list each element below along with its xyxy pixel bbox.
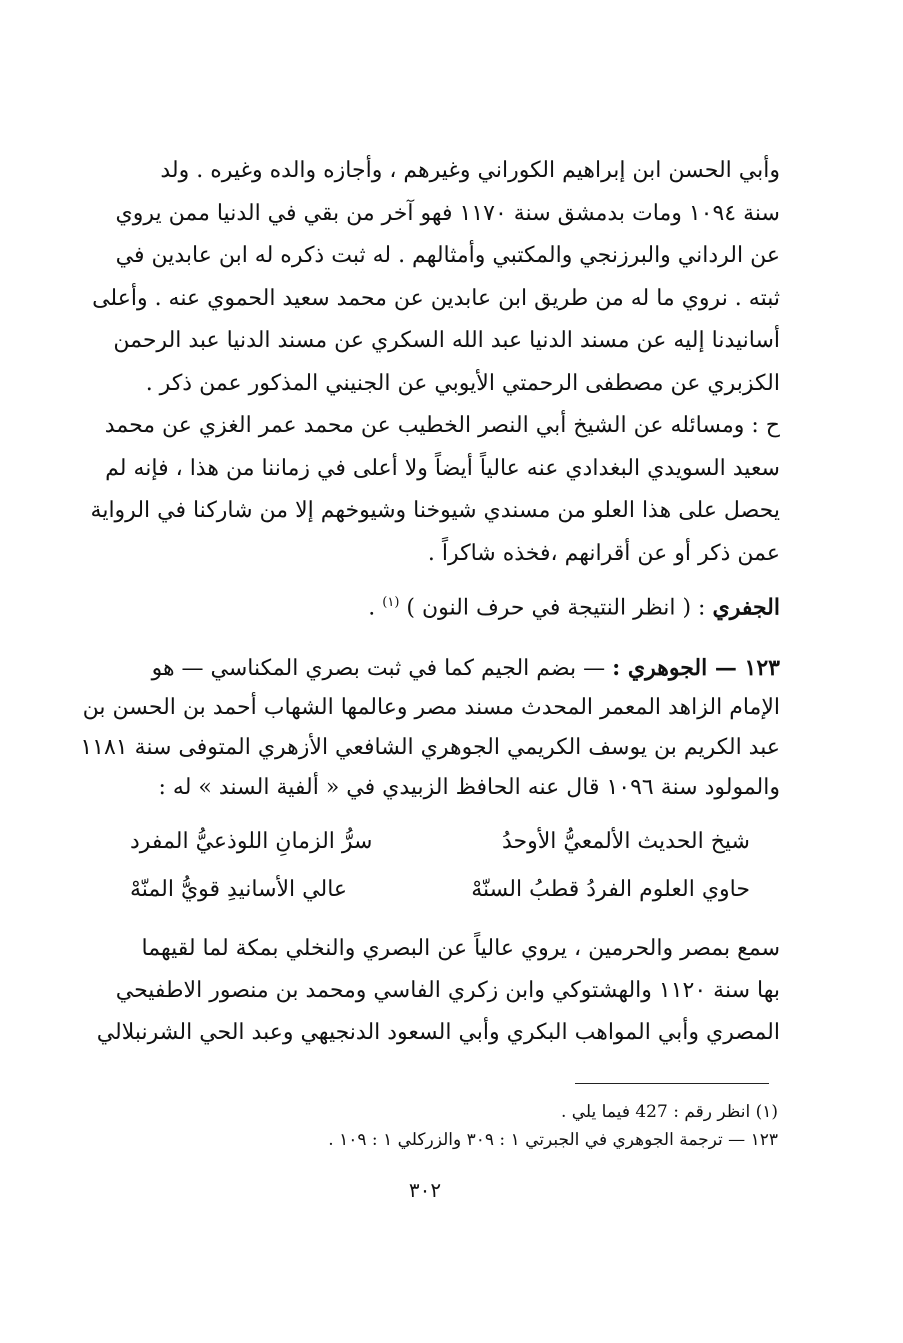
poem-hemistich-left: سرُّ الزمانِ اللوذعيُّ المفرد bbox=[130, 829, 373, 854]
text-line: والمولود سنة ١٠٩٦ قال عنه الحافظ الزبيدي في « ألفية السند » له : bbox=[158, 775, 780, 800]
page-number: ٣٠٢ bbox=[408, 1178, 442, 1202]
poem-verse bbox=[130, 818, 750, 866]
entry-jafri-text: : ( انظر النتيجة في حرف النون ) bbox=[406, 595, 706, 621]
paragraph-1 bbox=[90, 150, 780, 575]
text-line: عمن ذكر أو عن أقرانهم ،فخذه شاكراً . bbox=[427, 540, 780, 566]
text-line: سمع بمصر والحرمين ، يروي عالياً عن البصري والنخلي بمكة لما لقيهما bbox=[141, 936, 780, 961]
text-line: يحصل على هذا العلو من مسندي شيوخنا وشيوخهم إلا من شاركنا في الرواية bbox=[90, 498, 780, 523]
entry-123-first-line bbox=[100, 648, 780, 688]
text-line: بها سنة ١١٢٠ والهشتوكي وابن زكري الفاسي ومحمد بن منصور الاطفيحي bbox=[115, 978, 780, 1003]
text-line: عن الرداني والبرزنجي والمكتبي وأمثالهم . له ثبت ذكره له ابن عابدين في bbox=[115, 243, 780, 268]
text-line: سنة ١٠٩٤ ومات بدمشق سنة ١١٧٠ فهو آخر من بقي في الدنيا ممن يروي bbox=[115, 200, 780, 226]
text-line: المصري وأبي المواهب البكري وأبي السعود الدنجيهي وعبد الحي الشرنبلالي bbox=[96, 1020, 780, 1045]
footnote-ref: (١) bbox=[382, 595, 400, 610]
text-line: وأبي الحسن ابن إبراهيم الكوراني وغيرهم ، وأجازه والده وغيره . ولد bbox=[160, 158, 780, 183]
footnote: (١) انظر رقم : 427 فيما يلي . bbox=[560, 1102, 778, 1122]
text-line: الكزبري عن مصطفى الرحمتي الأيوبي عن الجنيني المذكور عمن ذكر . bbox=[145, 370, 780, 396]
text-line: أسانيدنا إليه عن مسند الدنيا عبد الله السكري عن مسند الدنيا عبد الرحمن bbox=[113, 328, 780, 353]
paragraph-4 bbox=[96, 928, 780, 1054]
poem-hemistich-left: عالي الأسانيدِ قويُّ المنّهْ bbox=[130, 877, 348, 902]
poem bbox=[130, 818, 750, 914]
entry-jafri-end: . bbox=[368, 595, 376, 621]
entry-123 bbox=[80, 648, 780, 808]
footnote: ١٢٣ — ترجمة الجوهري في الجبرتي ١ : ٣٠٩ والزركلي ١ : ١٠٩ . bbox=[328, 1130, 778, 1150]
poem-hemistich-right: شيخ الحديث الألمعيُّ الأوحدُ bbox=[501, 829, 750, 854]
footnote-divider bbox=[575, 1083, 769, 1084]
entry-jafri-line bbox=[100, 583, 780, 623]
text-line: — بضم الجيم كما في ثبت بصري المكناسي — هو bbox=[151, 656, 606, 681]
text-line: ح : ومسائله عن الشيخ أبي النصر الخطيب عن محمد عمر الغزي عن محمد bbox=[104, 413, 780, 438]
text-line: ثبته . نروي ما له من طريق ابن عابدين عن محمد سعيد الحموي عنه . وأعلى bbox=[92, 285, 780, 311]
footnotes bbox=[130, 1098, 778, 1154]
poem-verse bbox=[130, 866, 750, 914]
entry-jafri bbox=[100, 583, 780, 623]
text-line: عبد الكريم بن يوسف الكريمي الجوهري الشافعي الأزهري المتوفى سنة ١١٨١ bbox=[80, 735, 780, 760]
entry-jafri-heading: الجفري bbox=[712, 594, 780, 621]
entry-123-heading: ١٢٣ — الجوهري : bbox=[612, 655, 780, 681]
text-line: الإمام الزاهد المعمر المحدث مسند مصر وعالمها الشهاب أحمد بن الحسن بن bbox=[82, 695, 780, 720]
poem-hemistich-right: حاوي العلوم الفردُ قطبُ السنّهْ bbox=[471, 877, 750, 902]
text-line: سعيد السويدي البغدادي عنه عالياً أيضاً ولا أعلى في زماننا من هذا ، فإنه لم bbox=[105, 455, 780, 481]
